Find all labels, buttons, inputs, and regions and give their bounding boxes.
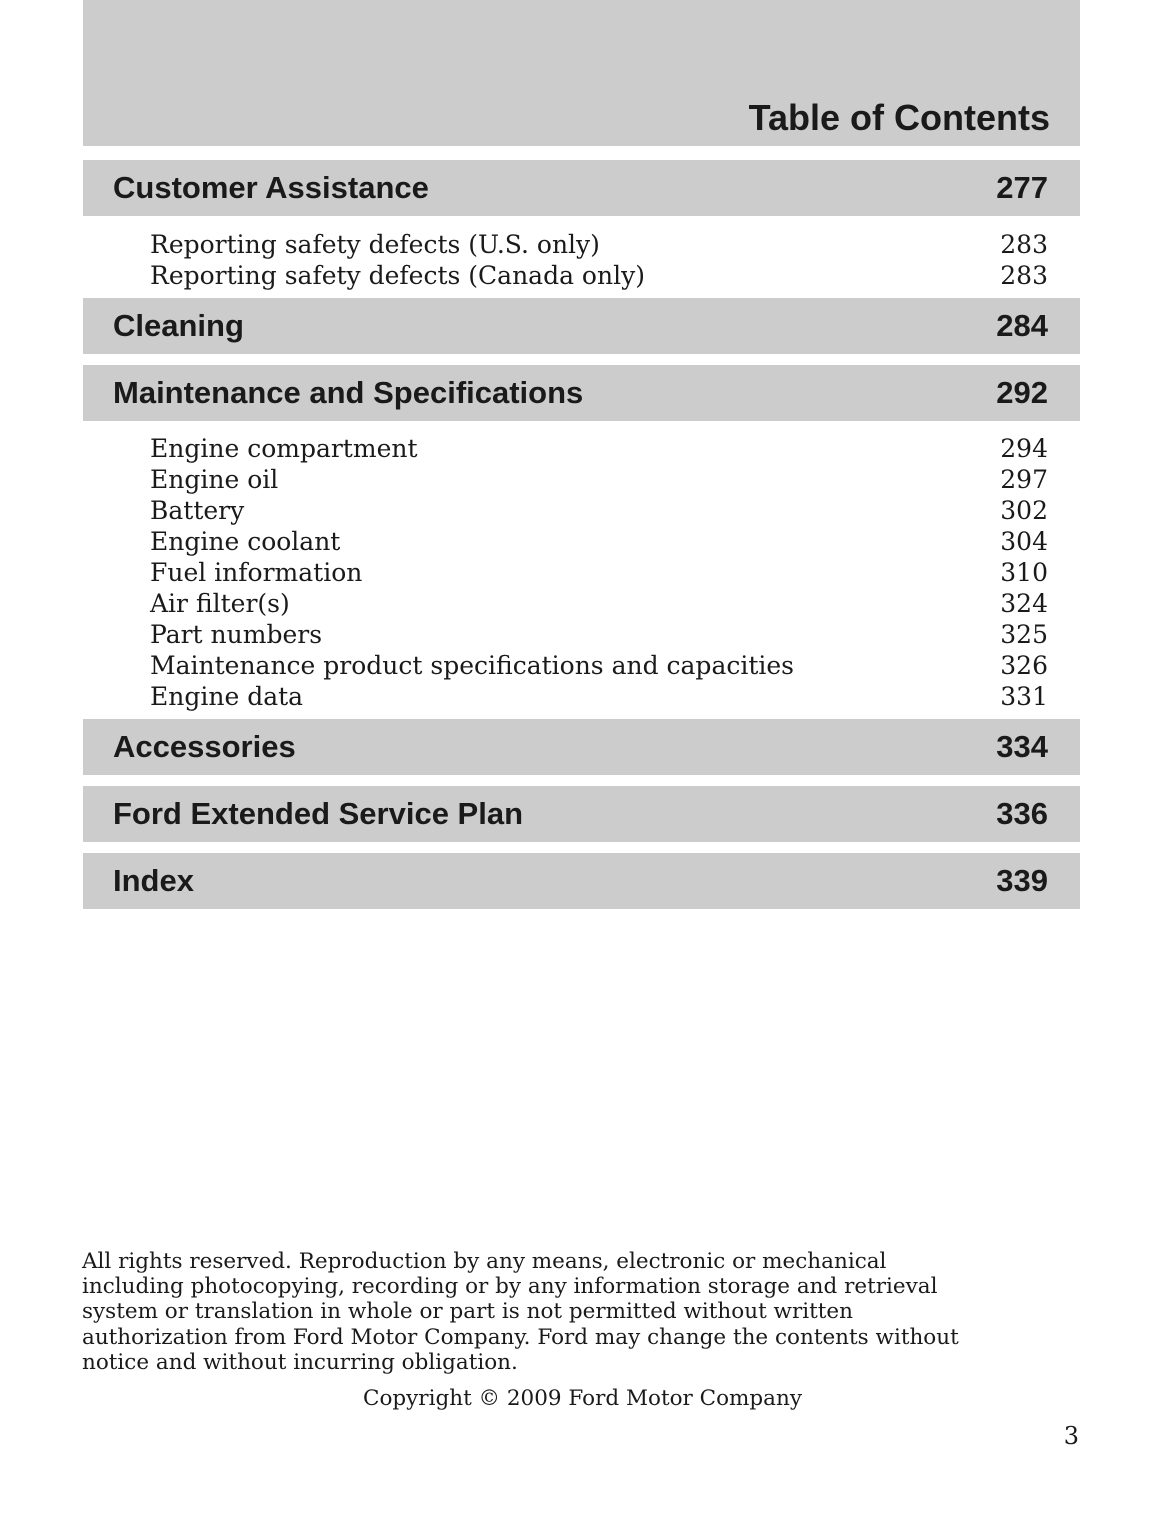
toc-subitem[interactable] xyxy=(150,495,1048,526)
subitem-page-number: 283 xyxy=(1000,261,1048,290)
section-label: Cleaning xyxy=(113,308,244,343)
toc-subitem[interactable] xyxy=(150,588,1048,619)
subitem-page-number: 324 xyxy=(1000,589,1048,618)
toc-subitem[interactable] xyxy=(150,526,1048,557)
toc-subitem[interactable] xyxy=(150,229,1048,260)
subitem-label: Reporting safety defects (U.S. only) xyxy=(150,230,600,259)
toc-section-index[interactable] xyxy=(83,853,1080,909)
subitem-label: Fuel information xyxy=(150,558,363,587)
legal-line: including photocopying, recording or by any information storage and retrieval xyxy=(82,1274,938,1300)
toc-subitem[interactable] xyxy=(150,557,1048,588)
subitem-label: Reporting safety defects (Canada only) xyxy=(150,261,645,290)
subitem-label: Air filter(s) xyxy=(150,589,290,618)
toc-subitem[interactable] xyxy=(150,650,1048,681)
subitem-label: Maintenance product specifications and capacities xyxy=(150,651,795,680)
toc-subitem[interactable] xyxy=(150,681,1048,712)
subitem-page-number: 283 xyxy=(1000,230,1048,259)
toc-subitem[interactable] xyxy=(150,260,1048,291)
toc-section-cleaning[interactable] xyxy=(83,298,1080,354)
subitem-label: Battery xyxy=(150,496,245,525)
subitem-label: Engine compartment xyxy=(150,434,418,463)
section-page-number: 284 xyxy=(996,308,1048,343)
subitem-label: Engine oil xyxy=(150,465,279,494)
section-label: Customer Assistance xyxy=(113,170,429,205)
subitem-label: Part numbers xyxy=(150,620,323,649)
toc-subitem[interactable] xyxy=(150,433,1048,464)
legal-line: authorization from Ford Motor Company. Ford may change the contents without xyxy=(82,1324,959,1350)
section-page-number: 277 xyxy=(996,170,1048,205)
toc-subitem[interactable] xyxy=(150,619,1048,650)
header-band xyxy=(83,0,1080,146)
subitem-page-number: 331 xyxy=(1000,682,1048,711)
toc-subitem[interactable] xyxy=(150,464,1048,495)
section-page-number: 339 xyxy=(996,863,1048,898)
toc-section-ford-extended-service-plan[interactable] xyxy=(83,786,1080,842)
section-label: Maintenance and Specifications xyxy=(113,375,584,410)
section-page-number: 292 xyxy=(996,375,1048,410)
toc-section-maintenance-and-specifications[interactable] xyxy=(83,365,1080,421)
subitem-page-number: 294 xyxy=(1000,434,1048,463)
sub-list-maintenance xyxy=(150,433,1048,712)
subitem-label: Engine data xyxy=(150,682,304,711)
subitem-page-number: 297 xyxy=(1000,465,1048,494)
sub-list-customer-assistance xyxy=(150,229,1048,291)
section-label: Index xyxy=(113,863,194,898)
subitem-page-number: 326 xyxy=(1000,651,1048,680)
subitem-page-number: 304 xyxy=(1000,527,1048,556)
subitem-page-number: 302 xyxy=(1000,496,1048,525)
legal-notice xyxy=(82,1249,1072,1375)
toc-section-accessories[interactable] xyxy=(83,719,1080,775)
subitem-page-number: 310 xyxy=(1000,558,1048,587)
subitem-page-number: 325 xyxy=(1000,620,1048,649)
section-label: Ford Extended Service Plan xyxy=(113,796,524,831)
legal-line: system or translation in whole or part is not permitted without written xyxy=(82,1299,853,1325)
subitem-label: Engine coolant xyxy=(150,527,341,556)
page-title: Table of Contents xyxy=(748,97,1050,138)
section-label: Accessories xyxy=(113,729,296,764)
section-page-number: 336 xyxy=(996,796,1048,831)
toc-section-customer-assistance[interactable] xyxy=(83,160,1080,216)
section-page-number: 334 xyxy=(996,729,1048,764)
copyright-notice: Copyright © 2009 Ford Motor Company xyxy=(363,1386,802,1411)
legal-line: notice and without incurring obligation. xyxy=(82,1349,518,1375)
legal-line: All rights reserved. Reproduction by any means, electronic or mechanical xyxy=(82,1249,887,1274)
page-number: 3 xyxy=(1063,1422,1079,1450)
